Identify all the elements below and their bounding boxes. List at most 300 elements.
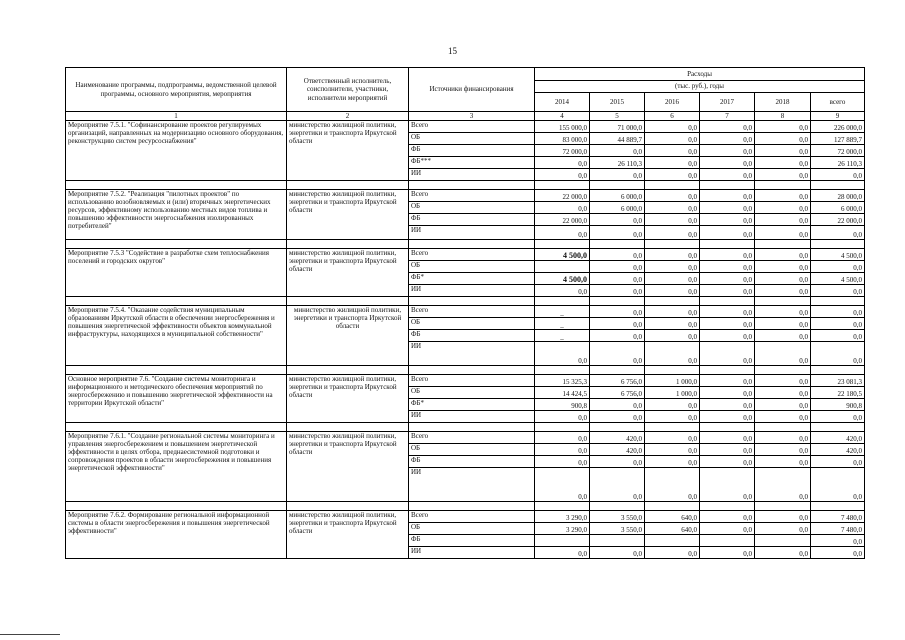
expense-value: 0,0 — [590, 342, 645, 366]
expense-value: 0,0 — [700, 285, 755, 297]
expense-value: 44 889,7 — [590, 133, 645, 145]
expense-value: 0,0 — [755, 285, 811, 297]
expense-value: 6 756,0 — [590, 375, 645, 387]
expense-value: 0,0 — [590, 399, 645, 411]
group-spacer — [66, 423, 865, 432]
expense-value: 22 000,0 — [811, 214, 865, 226]
expense-value: 3 550,0 — [590, 523, 645, 535]
funding-source: ФБ — [409, 214, 535, 226]
expense-value: 7 480,0 — [811, 511, 865, 523]
expense-value: 0,0 — [535, 468, 590, 502]
expense-value: 15 325,3 — [535, 375, 590, 387]
expense-value: 0,0 — [700, 342, 755, 366]
spacer-cell — [535, 423, 590, 432]
funding-source: ОБ — [409, 444, 535, 456]
year-header: 2015 — [590, 93, 645, 112]
expense-value: 0,0 — [645, 202, 700, 214]
expense-value: 0,0 — [755, 399, 811, 411]
spacer-cell — [811, 423, 865, 432]
funding-source: Всего — [409, 190, 535, 202]
funding-source: ИИ — [409, 169, 535, 181]
spacer-cell — [811, 366, 865, 375]
spacer-cell — [590, 240, 645, 249]
spacer-cell — [409, 181, 535, 190]
expense-value: 0,0 — [645, 190, 700, 202]
expense-value: 23 081,3 — [811, 375, 865, 387]
spacer-cell — [700, 240, 755, 249]
expense-value: 4 500,0 — [535, 249, 590, 261]
spacer-cell — [287, 240, 409, 249]
group-spacer — [66, 297, 865, 306]
expense-value — [535, 535, 590, 547]
spacer-cell — [590, 423, 645, 432]
expense-value: 0,0 — [645, 399, 700, 411]
spacer-cell — [409, 297, 535, 306]
expense-value: 0,0 — [700, 330, 755, 342]
spacer-cell — [811, 240, 865, 249]
table-row — [66, 511, 865, 523]
expense-value: 71 000,0 — [590, 121, 645, 133]
spacer-cell — [700, 366, 755, 375]
measure-name: Мероприятие 7.5.4. "Оказание содействия муниципальным образованиям Иркутской области в обеспечении энергосбережения и повышения энергетической эффективности объектов коммунальной инфраструктуры, находящихся в муниципальной собственности" — [66, 306, 287, 366]
spacer-cell — [645, 502, 700, 511]
funding-source: Всего — [409, 432, 535, 444]
expense-value: 0,0 — [700, 432, 755, 444]
expense-value: 0,0 — [755, 511, 811, 523]
spacer-cell — [755, 240, 811, 249]
expense-value: 0,0 — [590, 318, 645, 330]
expense-value: 0,0 — [755, 249, 811, 261]
expense-value: 0,0 — [700, 133, 755, 145]
expense-value: 0,0 — [755, 523, 811, 535]
expense-value: 0,0 — [700, 202, 755, 214]
expense-value: 420,0 — [590, 444, 645, 456]
year-header: 2017 — [700, 93, 755, 112]
expense-value: 0,0 — [645, 273, 700, 285]
expense-value: 0,0 — [700, 145, 755, 157]
funding-source: ИИ — [409, 468, 535, 502]
expense-value: 0,0 — [700, 318, 755, 330]
expense-value: 155 000,0 — [535, 121, 590, 133]
expenses-table — [65, 67, 865, 559]
funding-source: ФБ — [409, 145, 535, 157]
expense-value: 0,0 — [590, 226, 645, 240]
group-spacer — [66, 181, 865, 190]
expense-value: 0,0 — [755, 547, 811, 559]
expense-value: 0,0 — [590, 261, 645, 273]
year-header: 2016 — [645, 93, 700, 112]
expense-value: 4 500,0 — [811, 249, 865, 261]
expense-value: 26 110,3 — [590, 157, 645, 169]
expense-value: 0,0 — [700, 511, 755, 523]
funding-source: ОБ — [409, 523, 535, 535]
measure-name: Мероприятие 7.5.1. "Софинансирование проектов регулируемых организаций, направленных на модернизацию основного оборудования, реконструкцию систем ресурсоснабжения" — [66, 121, 287, 181]
expense-value: 0,0 — [590, 547, 645, 559]
expense-value: 0,0 — [755, 468, 811, 502]
expense-value: 0,0 — [700, 523, 755, 535]
funding-source: ИИ — [409, 226, 535, 240]
expense-value: 0,0 — [755, 190, 811, 202]
expense-value: 0,0 — [645, 145, 700, 157]
expense-value: 0,0 — [755, 133, 811, 145]
spacer-cell — [409, 423, 535, 432]
funding-source: Всего — [409, 249, 535, 261]
page-number: 15 — [448, 46, 457, 56]
spacer-cell — [287, 297, 409, 306]
measure-name: Мероприятие 7.6.1. "Создание региональной системы мониторинга и управления энергосбережением и повышением энергетической эффективности в целях отбора, преднаесистемной подготовки и сопровождения проектов в области энергосбережения и повышения энергетической эффективности" — [66, 432, 287, 502]
expense-value: 6 000,0 — [590, 190, 645, 202]
spacer-cell — [66, 181, 287, 190]
expense-value: 0,0 — [755, 432, 811, 444]
expense-value: 640,0 — [645, 523, 700, 535]
table-row — [66, 375, 865, 387]
expense-value: 0,0 — [645, 468, 700, 502]
expense-value: 0,0 — [700, 169, 755, 181]
expense-value: 0,0 — [535, 157, 590, 169]
spacer-cell — [287, 366, 409, 375]
funding-source: ИИ — [409, 342, 535, 366]
expense-value: 0,0 — [755, 121, 811, 133]
table-row — [66, 432, 865, 444]
footer-line — [0, 634, 60, 635]
year-header: всего — [811, 93, 865, 112]
expense-value: 6 000,0 — [590, 202, 645, 214]
funding-source: Всего — [409, 511, 535, 523]
spacer-cell — [535, 297, 590, 306]
expense-value: 0,0 — [645, 285, 700, 297]
spacer-cell — [287, 502, 409, 511]
expense-value: 0,0 — [755, 306, 811, 318]
spacer-cell — [811, 181, 865, 190]
expense-value: 0,0 — [700, 214, 755, 226]
funding-source: ИИ — [409, 411, 535, 423]
funding-source: ОБ — [409, 261, 535, 273]
header-expenses: Расходы — [535, 68, 865, 81]
expense-value: 0,0 — [535, 169, 590, 181]
table-row — [66, 306, 865, 318]
expense-value: 0,0 — [755, 226, 811, 240]
expense-value: 0,0 — [755, 375, 811, 387]
spacer-cell — [409, 502, 535, 511]
expense-value: 0,0 — [811, 547, 865, 559]
expense-value: 0,0 — [755, 169, 811, 181]
expense-value: 28 000,0 — [811, 190, 865, 202]
spacer-cell — [811, 502, 865, 511]
expense-value: 0,0 — [755, 342, 811, 366]
expense-value: 72 000,0 — [535, 145, 590, 157]
spacer-cell — [811, 297, 865, 306]
expense-value — [535, 261, 590, 273]
expense-value: 0,0 — [700, 444, 755, 456]
expense-value: 0,0 — [645, 411, 700, 423]
expense-value: 0,0 — [590, 214, 645, 226]
expense-value: 7 480,0 — [811, 523, 865, 535]
expense-value: _ — [535, 330, 590, 342]
expense-value: 0,0 — [700, 121, 755, 133]
header-units: (тыс. руб.), годы — [535, 81, 865, 93]
spacer-cell — [287, 181, 409, 190]
expense-value: 0,0 — [755, 214, 811, 226]
spacer-cell — [645, 423, 700, 432]
expense-value: 0,0 — [700, 547, 755, 559]
responsible-executor: министерство жилищной политики, энергетики и транспорта Иркутской области — [287, 249, 409, 297]
column-number: 8 — [755, 112, 811, 121]
expense-value: 6 000,0 — [811, 202, 865, 214]
expense-value: 0,0 — [811, 306, 865, 318]
expense-value: 0,0 — [700, 261, 755, 273]
group-spacer — [66, 240, 865, 249]
year-header: 2018 — [755, 93, 811, 112]
expense-value: 0,0 — [755, 261, 811, 273]
expense-value — [645, 535, 700, 547]
header-responsible: Ответственный исполнитель, соисполнители, участники, исполнители мероприятий — [287, 68, 409, 112]
expense-value: 0,0 — [700, 399, 755, 411]
expense-value: 0,0 — [645, 157, 700, 169]
expense-value: 0,0 — [700, 249, 755, 261]
expense-value: 0,0 — [700, 226, 755, 240]
expense-value: 0,0 — [755, 330, 811, 342]
funding-source: Всего — [409, 121, 535, 133]
spacer-cell — [66, 502, 287, 511]
expense-value: 0,0 — [811, 411, 865, 423]
expense-value: 3 550,0 — [590, 511, 645, 523]
spacer-cell — [700, 502, 755, 511]
expense-value: 0,0 — [811, 456, 865, 468]
spacer-cell — [590, 181, 645, 190]
expense-value: 0,0 — [590, 330, 645, 342]
expense-value: _ — [535, 306, 590, 318]
spacer-cell — [645, 240, 700, 249]
expense-value: 0,0 — [645, 318, 700, 330]
spacer-cell — [590, 366, 645, 375]
expense-value: 26 110,3 — [811, 157, 865, 169]
column-number: 9 — [811, 112, 865, 121]
expense-value: 0,0 — [755, 145, 811, 157]
responsible-executor: министерство жилищной политики, энергетики и транспорта Иркутской области — [287, 306, 409, 366]
expense-value: 0,0 — [811, 285, 865, 297]
funding-source: Всего — [409, 306, 535, 318]
expense-value: 1 000,0 — [645, 387, 700, 399]
expense-value: 72 000,0 — [811, 145, 865, 157]
expense-value: 0,0 — [755, 456, 811, 468]
expense-value: 0,0 — [700, 387, 755, 399]
spacer-cell — [755, 423, 811, 432]
spacer-cell — [645, 297, 700, 306]
spacer-cell — [535, 502, 590, 511]
expense-value: 0,0 — [811, 535, 865, 547]
responsible-executor: министерство жилищной политики, энергетики и транспорта Иркутской области — [287, 121, 409, 181]
table-row — [66, 249, 865, 261]
expense-value: 0,0 — [590, 273, 645, 285]
spacer-cell — [755, 366, 811, 375]
funding-source: ФБ*** — [409, 157, 535, 169]
group-spacer — [66, 366, 865, 375]
expense-value: 0,0 — [700, 375, 755, 387]
expense-value: 0,0 — [645, 133, 700, 145]
expense-value: 3 290,0 — [535, 523, 590, 535]
expense-value: 0,0 — [755, 157, 811, 169]
expense-value: 0,0 — [811, 226, 865, 240]
expense-value: 0,0 — [755, 273, 811, 285]
spacer-cell — [645, 181, 700, 190]
expense-value: 0,0 — [535, 432, 590, 444]
responsible-executor: министерство жилищной политики, энергетики и транспорта Иркутской области — [287, 511, 409, 559]
spacer-cell — [755, 297, 811, 306]
expense-value: 0,0 — [811, 169, 865, 181]
expense-value — [590, 535, 645, 547]
funding-source: ИИ — [409, 547, 535, 559]
expense-value: 0,0 — [590, 306, 645, 318]
expense-value: _ — [535, 318, 590, 330]
table-row — [66, 121, 865, 133]
column-number: 4 — [535, 112, 590, 121]
expense-value: 22 000,0 — [535, 214, 590, 226]
measure-name: Основное мероприятие 7.6. "Создание системы мониторинга и информационного и методического обеспечения мероприятий по энергосбережению и повышению энергетической эффективности на территории Иркутской области" — [66, 375, 287, 423]
expense-value: 3 290,0 — [535, 511, 590, 523]
expense-value: 0,0 — [645, 444, 700, 456]
funding-source: ОБ — [409, 202, 535, 214]
expense-value: 127 889,7 — [811, 133, 865, 145]
column-number: 3 — [409, 112, 535, 121]
expense-value: 0,0 — [700, 157, 755, 169]
expense-value: 0,0 — [645, 547, 700, 559]
funding-source: ФБ — [409, 330, 535, 342]
expense-value: 0,0 — [645, 306, 700, 318]
expense-value: 0,0 — [535, 342, 590, 366]
funding-source: ФБ* — [409, 273, 535, 285]
column-number: 7 — [700, 112, 755, 121]
spacer-cell — [66, 240, 287, 249]
expense-value: 0,0 — [700, 306, 755, 318]
expense-value: 0,0 — [645, 456, 700, 468]
funding-source: ИИ — [409, 285, 535, 297]
spacer-cell — [287, 423, 409, 432]
funding-source: ФБ — [409, 456, 535, 468]
expense-value: 0,0 — [645, 214, 700, 226]
expense-value: 420,0 — [590, 432, 645, 444]
expense-value: 0,0 — [755, 444, 811, 456]
header-source: Источники финансирования — [409, 68, 535, 112]
spacer-cell — [645, 366, 700, 375]
spacer-cell — [409, 366, 535, 375]
column-number: 1 — [66, 112, 287, 121]
expense-value: 0,0 — [755, 387, 811, 399]
expense-value: 0,0 — [535, 202, 590, 214]
expense-value: 0,0 — [590, 169, 645, 181]
spacer-cell — [590, 502, 645, 511]
expense-value: 83 000,0 — [535, 133, 590, 145]
funding-source: ФБ* — [409, 399, 535, 411]
spacer-cell — [755, 181, 811, 190]
expense-value: 0,0 — [645, 226, 700, 240]
expense-value: 0,0 — [535, 411, 590, 423]
expense-value: 0,0 — [590, 285, 645, 297]
spacer-cell — [66, 366, 287, 375]
expense-value: 0,0 — [700, 456, 755, 468]
expense-value — [755, 535, 811, 547]
expense-value: 0,0 — [755, 411, 811, 423]
expense-value: 0,0 — [590, 456, 645, 468]
expense-value: 4 500,0 — [535, 273, 590, 285]
spacer-cell — [755, 502, 811, 511]
expense-value: 0,0 — [590, 468, 645, 502]
funding-source: ФБ — [409, 535, 535, 547]
expense-value: 6 756,0 — [590, 387, 645, 399]
expense-value: 0,0 — [590, 249, 645, 261]
expense-value: 0,0 — [755, 318, 811, 330]
table-row — [66, 190, 865, 202]
expense-value: 0,0 — [535, 547, 590, 559]
expense-value: 0,0 — [535, 285, 590, 297]
measure-name: Мероприятие 7.5.2. "Реализация "пилотных проектов" по использованию возобновляемых и (или) вторичных энергетических ресурсов, эффективному использованию местных видов топлива и повышению эффективности энергоснабжения изолированных потребителей" — [66, 190, 287, 240]
spacer-cell — [700, 423, 755, 432]
expense-value: 0,0 — [811, 261, 865, 273]
expense-value: 0,0 — [535, 456, 590, 468]
expense-value: 0,0 — [755, 202, 811, 214]
funding-source: ОБ — [409, 318, 535, 330]
spacer-cell — [535, 240, 590, 249]
spacer-cell — [535, 366, 590, 375]
expense-value: 0,0 — [645, 330, 700, 342]
expense-value: 1 000,0 — [645, 375, 700, 387]
expense-value: 0,0 — [645, 342, 700, 366]
expense-value: 0,0 — [700, 468, 755, 502]
column-number: 2 — [287, 112, 409, 121]
expense-value: 0,0 — [535, 226, 590, 240]
funding-source: Всего — [409, 375, 535, 387]
column-number: 6 — [645, 112, 700, 121]
expense-value: 4 500,0 — [811, 273, 865, 285]
measure-name: Мероприятие 7.5.3 "Содействие в разработке схем теплоснабжения поселений и городских округов" — [66, 249, 287, 297]
expense-value: 0,0 — [590, 411, 645, 423]
expense-value — [700, 535, 755, 547]
spacer-cell — [409, 240, 535, 249]
spacer-cell — [590, 297, 645, 306]
expense-value: 0,0 — [811, 318, 865, 330]
expense-value: 900,8 — [811, 399, 865, 411]
expense-value: 0,0 — [645, 432, 700, 444]
responsible-executor: министерство жилищной политики, энергетики и транспорта Иркутской области — [287, 190, 409, 240]
spacer-cell — [66, 423, 287, 432]
expense-value: 0,0 — [811, 468, 865, 502]
expense-value: 420,0 — [811, 444, 865, 456]
measure-name: Мероприятие 7.6.2. Формирование региональной информационной системы в области энергосбережения и повышения энергетической эффективности" — [66, 511, 287, 559]
expense-value: 900,8 — [535, 399, 590, 411]
funding-source: ОБ — [409, 133, 535, 145]
expense-value: 0,0 — [811, 330, 865, 342]
expense-value: 640,0 — [645, 511, 700, 523]
column-number: 5 — [590, 112, 645, 121]
funding-source: ОБ — [409, 387, 535, 399]
expense-value: 22 000,0 — [535, 190, 590, 202]
expense-value: 0,0 — [535, 444, 590, 456]
expense-value: 22 180,5 — [811, 387, 865, 399]
expense-value: 0,0 — [645, 121, 700, 133]
spacer-cell — [700, 181, 755, 190]
expense-value: 0,0 — [645, 249, 700, 261]
expense-value: 14 424,5 — [535, 387, 590, 399]
year-header: 2014 — [535, 93, 590, 112]
expense-value: 0,0 — [590, 145, 645, 157]
expense-value: 226 000,0 — [811, 121, 865, 133]
spacer-cell — [535, 181, 590, 190]
expense-value: 0,0 — [811, 342, 865, 366]
spacer-cell — [700, 297, 755, 306]
header-name: Наименование программы, подпрограммы, ведомственной целевой программы, основного мероприятия, мероприятия — [66, 68, 287, 112]
responsible-executor: министерство жилищной политики, энергетики и транспорта Иркутской области — [287, 432, 409, 502]
expense-value: 0,0 — [700, 190, 755, 202]
group-spacer — [66, 502, 865, 511]
